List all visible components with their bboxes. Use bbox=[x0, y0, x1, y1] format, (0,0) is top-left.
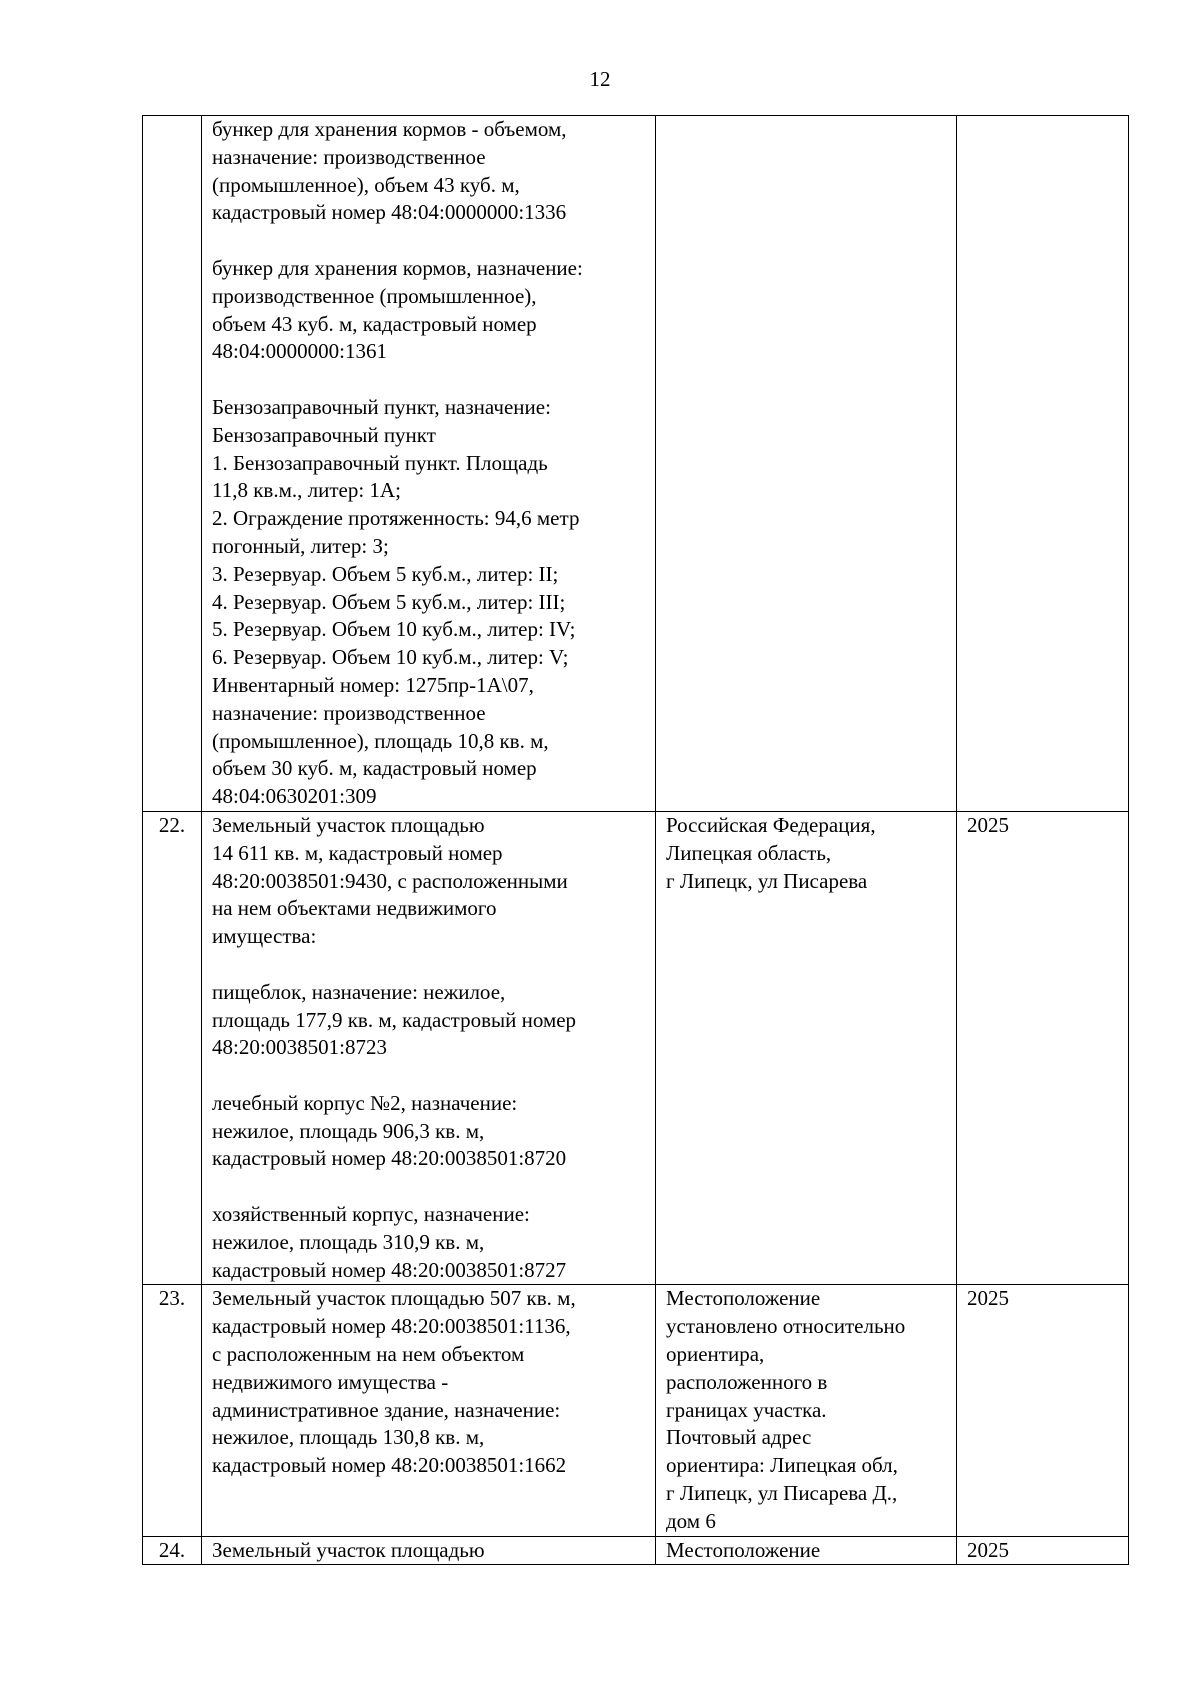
object-year: 2025 bbox=[957, 811, 1129, 1285]
description-paragraph: хозяйственный корпус, назначение: нежилое, площадь 310,9 кв. м, кадастровый номер 48:20:0038501:8727 bbox=[212, 1202, 567, 1282]
description-paragraph: Земельный участок площадью 507 кв. м, кадастровый номер 48:20:0038501:1136, с расположенным на нем объектом недвижимого имущества - административное здание, назначение: нежилое, площадь 130,8 кв. м, кадастровый номер 48:20:0038501:1662 bbox=[212, 1286, 576, 1478]
description-paragraph: Земельный участок площадью bbox=[212, 1537, 485, 1562]
description-paragraph: лечебный корпус №2, назначение: нежилое, площадь 906,3 кв. м, кадастровый номер 48:20:0038501:8720 bbox=[212, 1090, 567, 1171]
row-number: 22. bbox=[143, 811, 202, 1285]
object-location: Местоположение bbox=[656, 1536, 957, 1565]
table-row bbox=[143, 1285, 1129, 1536]
object-description bbox=[202, 1536, 656, 1565]
description-paragraph: Бензозаправочный пункт, назначение: Бензозаправочный пункт 1. Бензозаправочный пункт. Площадь 11,8 кв.м., литер: 1А; 2. Ограждение протяженность: 94,6 метр погонный, литер: З; 3. Резервуар. Объем 5 куб.м., литер: II; 4. Резервуар. Объем 5 куб.м., литер: III; 5. Резервуар. Объем 10 куб.м., литер: IV; 6. Резервуар. Объем 10 куб.м., литер: V; Инвентарный номер: 1275пр-1А\07, назначение: производственное (промышленное), площадь 10,8 кв. м, объем 30 куб. м, кадастровый номер 48:04:0630201:309 bbox=[212, 394, 580, 809]
description-paragraph: Земельный участок площадью 14 611 кв. м, кадастровый номер 48:20:0038501:9430, с расположенными на нем объектами недвижимого имущества: bbox=[212, 812, 568, 949]
table-row bbox=[143, 1536, 1129, 1565]
description-paragraph: пищеблок, назначение: нежилое, площадь 177,9 кв. м, кадастровый номер 48:20:0038501:8723 bbox=[212, 979, 577, 1060]
object-description bbox=[202, 811, 656, 1285]
description-paragraph: бункер для хранения кормов, назначение: производственное (промышленное), объем 43 куб. м, кадастровый номер 48:04:0000000:1361 bbox=[212, 255, 583, 364]
row-number bbox=[143, 116, 202, 812]
object-year: 2025 bbox=[957, 1285, 1129, 1536]
table-row bbox=[143, 116, 1129, 812]
object-year bbox=[957, 116, 1129, 812]
object-description bbox=[202, 116, 656, 812]
object-description bbox=[202, 1285, 656, 1536]
table-row bbox=[143, 811, 1129, 1285]
row-number: 24. bbox=[143, 1536, 202, 1565]
page-number: 12 bbox=[589, 67, 611, 91]
object-location: Местоположение установлено относительно ориентира, расположенного в границах участка. Почтовый адрес ориентира: Липецкая обл, г Липецк, ул Писарева Д., дом 6 bbox=[656, 1285, 957, 1536]
object-year: 2025 bbox=[957, 1536, 1129, 1565]
object-location: Российская Федерация, Липецкая область, г Липецк, ул Писарева bbox=[656, 811, 957, 1285]
object-location bbox=[656, 116, 957, 812]
property-table bbox=[142, 115, 1129, 1565]
description-paragraph: бункер для хранения кормов - объемом, назначение: производственное (промышленное), объем 43 куб. м, кадастровый номер 48:04:0000000:1336 bbox=[212, 117, 567, 225]
row-number: 23. bbox=[143, 1285, 202, 1536]
